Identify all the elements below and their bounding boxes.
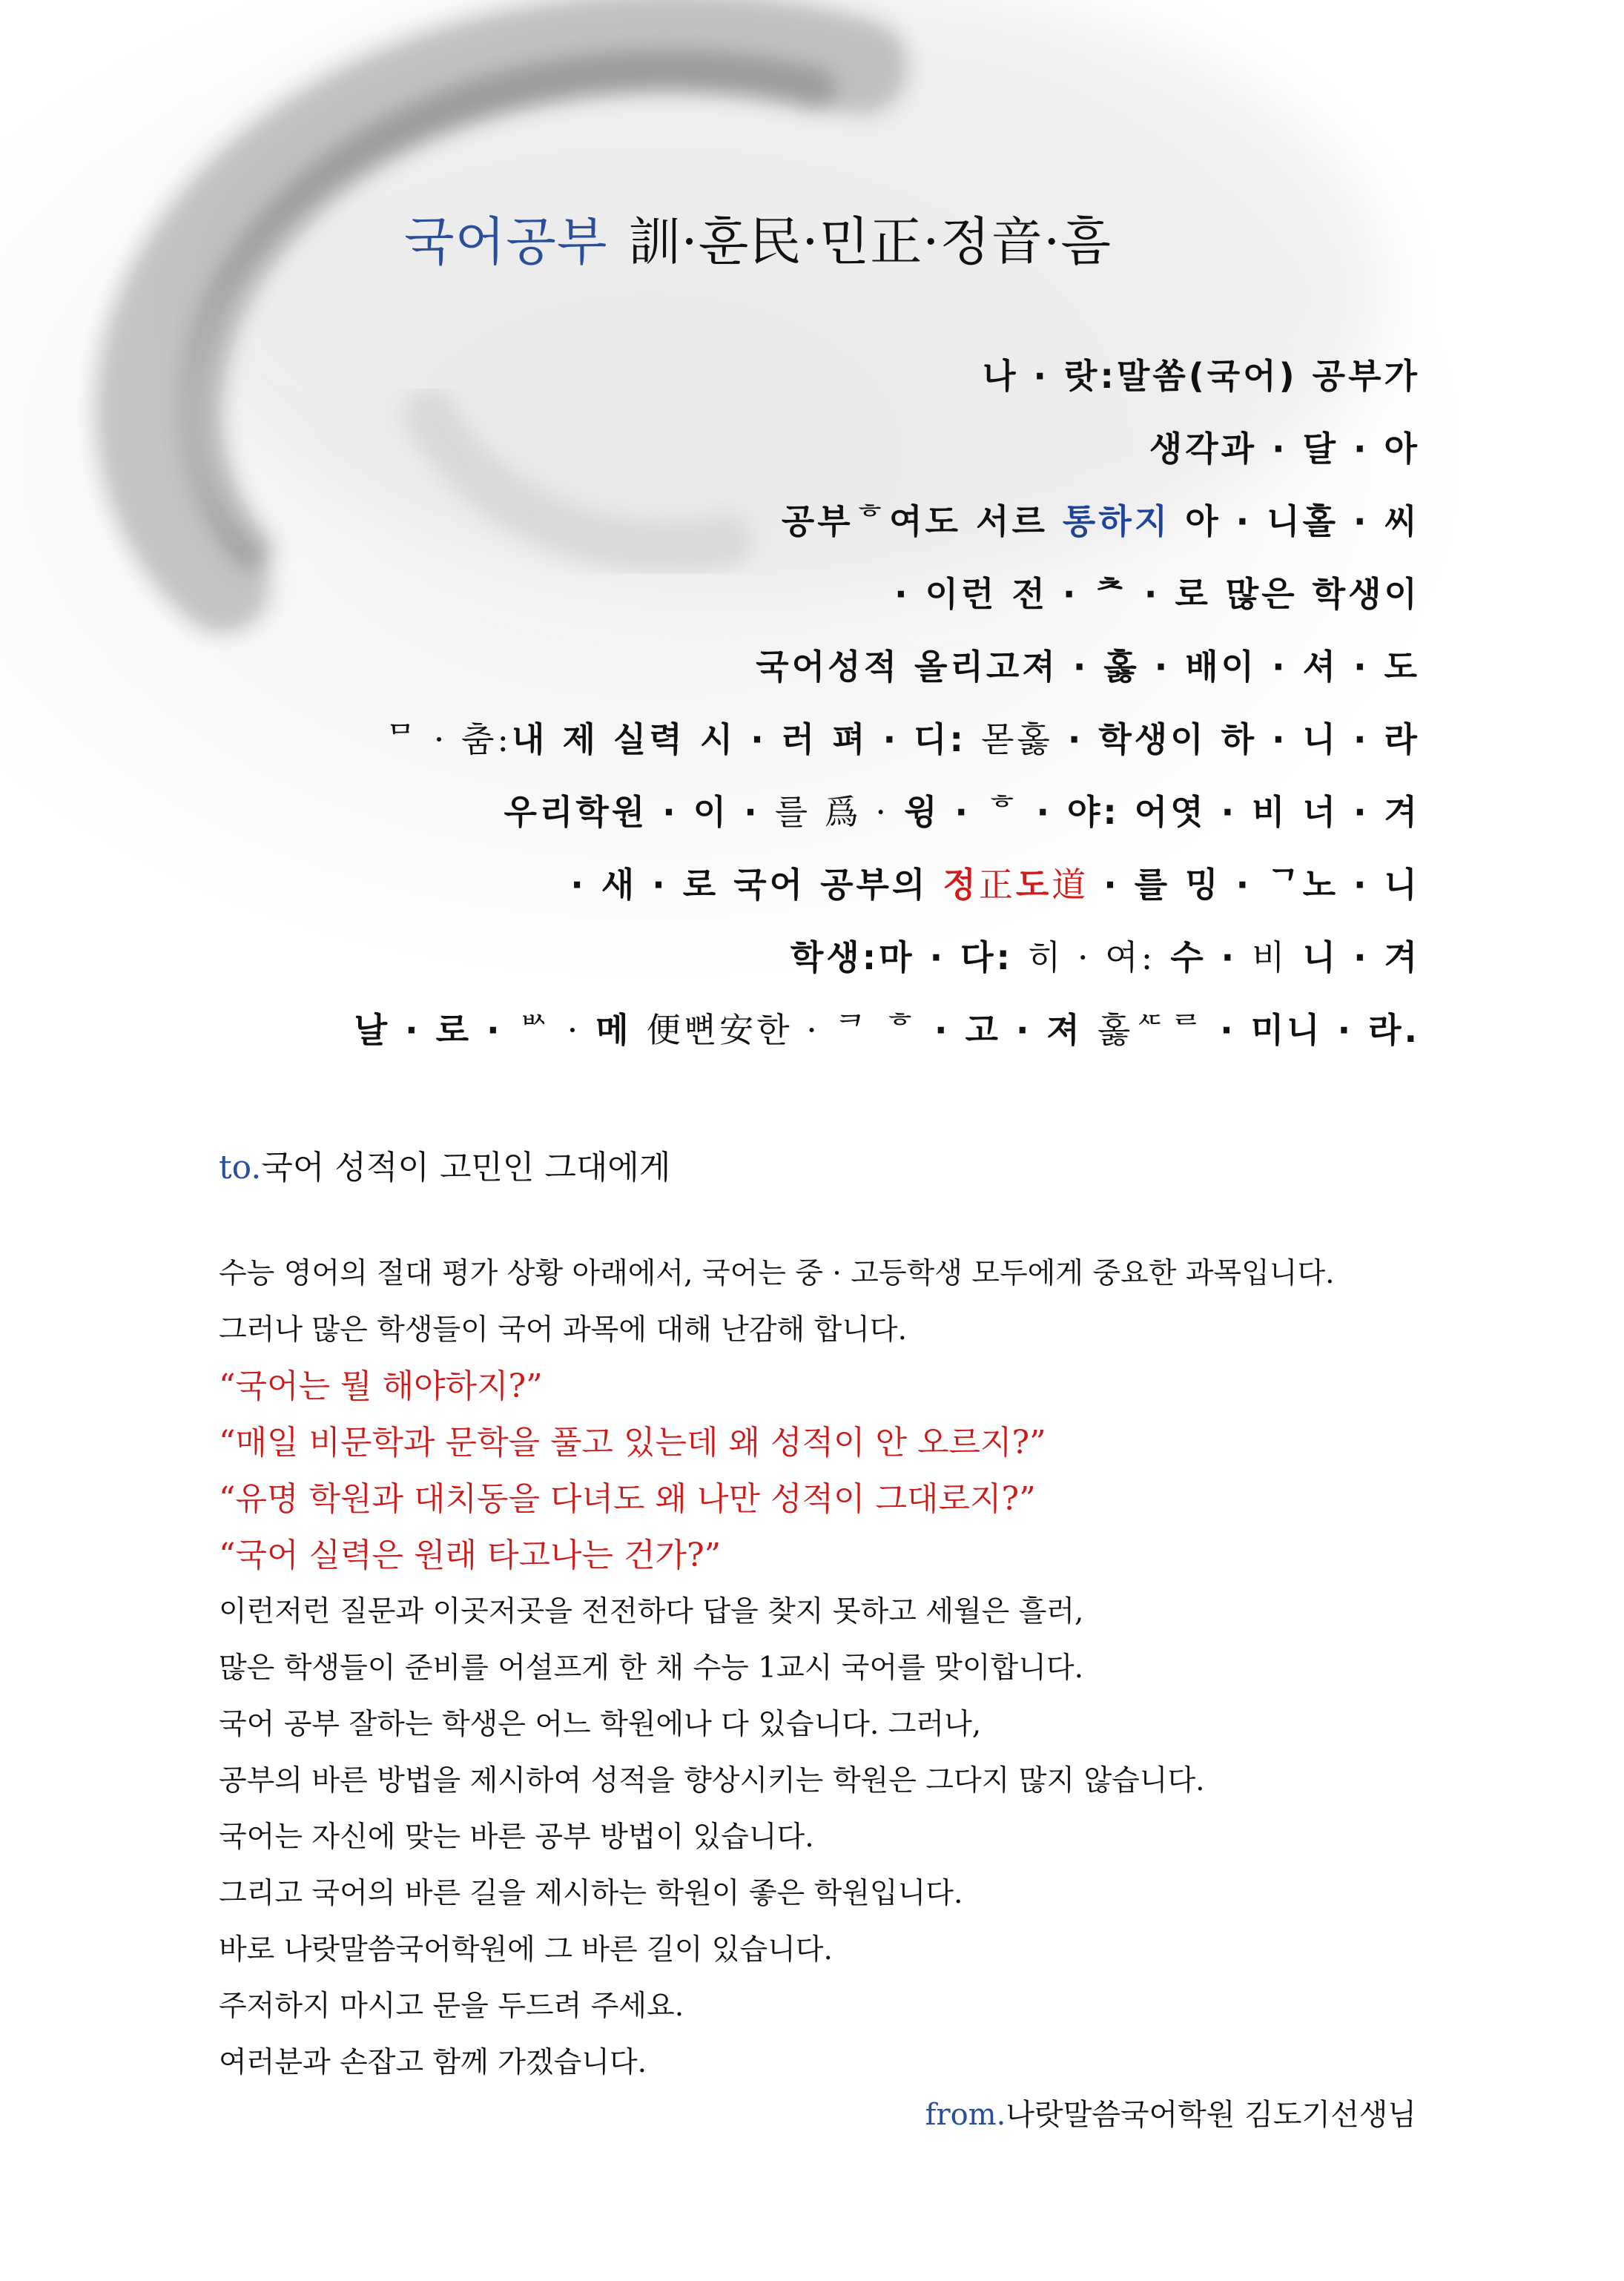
poem-segment: 통하지	[1062, 501, 1171, 541]
poem-segment: 윙 ·	[889, 792, 986, 832]
poem-verse	[308, 340, 1420, 1066]
poem-segment: 우리학원 · 이 ·	[504, 792, 775, 832]
poem-segment: ᄆ · 춤:	[383, 719, 512, 759]
letter-line: 많은 학생들이 준비를 어설프게 한 채 수능 1교시 국어를 맞이합니다.	[219, 1651, 1083, 1685]
poem-line	[308, 340, 1420, 412]
poem-segment: 정	[943, 865, 979, 905]
poem-segment: 날 · 로 ·	[354, 1010, 518, 1050]
poem-segment: 도	[1015, 865, 1052, 905]
poem-segment: 비	[1252, 937, 1288, 977]
poem-segment: 수 ·	[1155, 937, 1252, 977]
from-tag: from.	[925, 2098, 1006, 2132]
poem-segment: ᄡ ·	[517, 1010, 581, 1050]
from-signature: 나랏말씀국어학원 김도기선생님	[1006, 2098, 1416, 2132]
letter-question-line: “매일 비문학과 문학을 풀고 있는데 왜 성적이 안 오르지?”	[219, 1424, 1046, 1462]
poem-segment: 메	[581, 1010, 647, 1050]
poem-line	[308, 776, 1420, 848]
poem-line	[308, 485, 1420, 558]
poem-segment: 道	[1052, 865, 1089, 905]
poem-segment: · 고 · 져	[919, 1010, 1097, 1050]
poem-segment: · 야: 어엿 · 비 너 · 겨	[1021, 792, 1420, 832]
letter-line: 여러분과 손잡고 함께 가겠습니다.	[219, 2046, 647, 2079]
letter-line: 그리고 국어의 바른 길을 제시하는 학원이 좋은 학원입니다.	[219, 1877, 963, 1910]
letter-line: 이런저런 질문과 이곳저곳을 전전하다 답을 찾지 못하고 세월은 흘러,	[219, 1595, 1084, 1628]
poem-line	[308, 703, 1420, 776]
poem-line	[308, 921, 1420, 994]
title-highlight: 국어공부	[404, 211, 608, 272]
poem-segment: 홇ᄯᄅ	[1097, 1010, 1206, 1050]
poem-segment: · 이런 전 · ᄎ · 로 많은 학생이	[894, 574, 1420, 614]
letter-question-line: “유명 학원과 대치동을 다녀도 왜 나만 성적이 그대로지?”	[219, 1480, 1036, 1518]
to-tag: to.	[219, 1149, 262, 1186]
poem-segment: 몯홇	[980, 719, 1053, 759]
poem-segment: 학생:마 · 다:	[790, 937, 1028, 977]
poem-segment: · 를 밍 · ᄀ노 · 니	[1089, 865, 1420, 905]
poem-segment: 국어성적 올리고져 · 홇 · 배이 · 셔 · 도	[756, 647, 1420, 687]
poem-segment: 便뼌安한 · ᄏ ᄒ	[646, 1010, 920, 1050]
letter-line: 주저하지 마시고 문을 두드려 주세요.	[219, 1990, 684, 2023]
to-recipient: 국어 성적이 고민인 그대에게	[261, 1149, 671, 1186]
letter-line: 바로 나랏말씀국어학원에 그 바른 길이 있습니다.	[219, 1933, 833, 1967]
poem-segment: 나 · 랏:말쏨(국어) 공부가	[983, 356, 1420, 396]
from-line	[925, 2091, 1416, 2133]
title-hunminjeongeum: 訓·훈民·민正·정音·흠	[628, 211, 1112, 272]
poem-line	[308, 994, 1420, 1066]
letter-line: 그러나 많은 학생들이 국어 과목에 대해 난감해 합니다.	[219, 1313, 908, 1347]
poem-segment: 히 · 여:	[1027, 937, 1156, 977]
poem-segment: 니 · 겨	[1287, 937, 1420, 977]
poem-segment: 공부	[781, 501, 854, 541]
poem-segment: · 새 · 로 국어 공부의	[570, 865, 943, 905]
poem-segment: 를 爲 ·	[774, 792, 890, 832]
poem-line	[308, 848, 1420, 921]
poem-line	[308, 630, 1420, 703]
poem-segment: ᄒ	[853, 501, 890, 541]
letter-question-line: “국어는 뭘 해야하지?”	[219, 1367, 543, 1405]
poem-segment: · 학생이 하 · 니 · 라	[1052, 719, 1420, 759]
letter-line: 국어는 자신에 맞는 바른 공부 방법이 있습니다.	[219, 1820, 814, 1854]
letter-body	[219, 1246, 1450, 2091]
poem-segment: ᄒ	[986, 792, 1022, 832]
page-title	[404, 200, 1112, 275]
poem-segment: 내 제 실력 시 · 러 펴 · 디:	[512, 719, 981, 759]
letter-line: 수능 영어의 절대 평가 상황 아래에서, 국어는 중 · 고등학생 모두에게 중요한 과목입니다.	[219, 1257, 1335, 1290]
letter-question-line: “국어 실력은 원래 타고나는 건가?”	[219, 1536, 722, 1574]
poem-line	[308, 412, 1420, 485]
to-line	[219, 1140, 670, 1188]
poem-segment: · 미니 · 라.	[1205, 1010, 1420, 1050]
poem-segment: 正	[978, 865, 1016, 905]
poem-segment: 생각과 · 달 · 아	[1149, 429, 1420, 469]
letter-line: 공부의 바른 방법을 제시하여 성적을 향상시키는 학원은 그다지 많지 않습니다.	[219, 1764, 1205, 1798]
poem-line	[308, 558, 1420, 630]
poem-segment: 아 · 니홀 · 씨	[1170, 501, 1420, 541]
poem-segment: 여도 서르	[889, 501, 1063, 541]
letter-line: 국어 공부 잘하는 학생은 어느 학원에나 다 있습니다. 그러나,	[219, 1708, 982, 1741]
